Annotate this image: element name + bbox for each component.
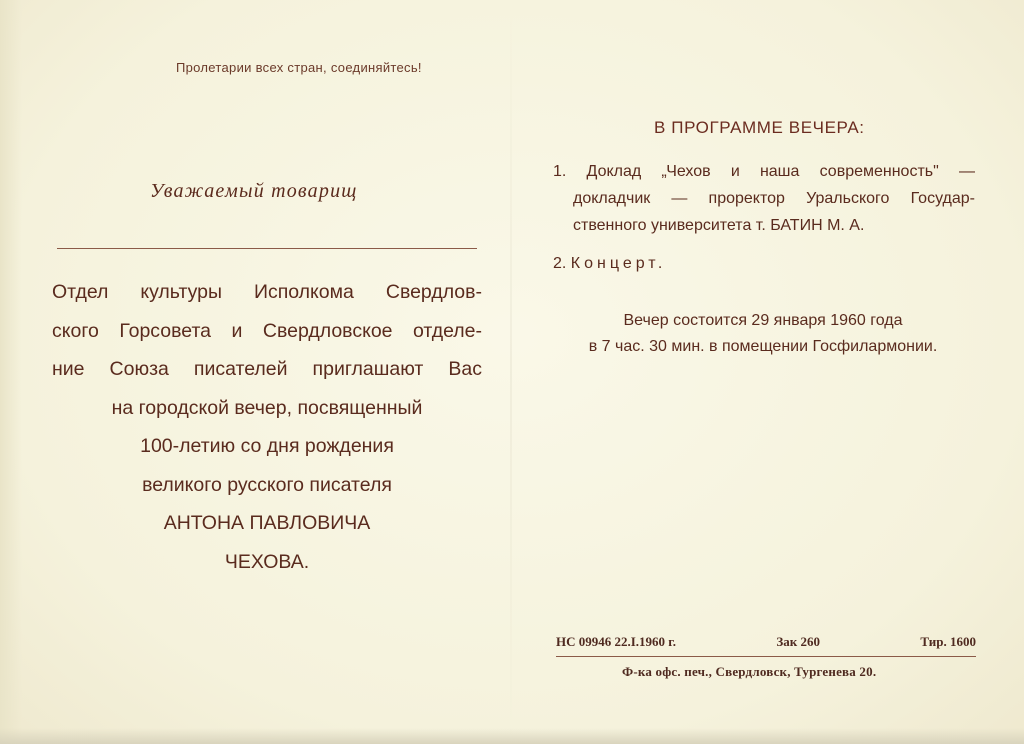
center-fold <box>510 0 512 744</box>
paper-edge-bottom <box>0 728 1024 744</box>
order-number: Зак 260 <box>776 634 821 649</box>
program-item-2-line <box>553 250 975 277</box>
slogan: Пролетарии всех стран, соединяйтесь! <box>176 60 422 75</box>
order-code: НС 09946 22.I.1960 г. <box>556 634 676 649</box>
program-item-1-line: докладчик — проректор Уральского Государ- <box>573 190 975 207</box>
printer-line: Ф-ка офс. печ., Свердловск, Тургенева 20. <box>622 664 877 679</box>
invitation-line: ского Горсовета и Свердловское отделе- <box>52 319 482 342</box>
program-item-number: 2. <box>553 255 567 272</box>
invitation-line: Отдел культуры Исполкома Свердлов- <box>52 281 482 303</box>
event-date-line: Вечер состоится 29 января 1960 года <box>623 312 903 329</box>
program-list <box>553 158 975 277</box>
invitation-text <box>52 273 482 581</box>
print-run: Тир. 1600 <box>920 634 976 649</box>
program-item-text: Доклад „Чехов и наша современность" — <box>586 163 975 180</box>
program-item-1-line: ственного университета т. БАТИН М. А. <box>573 217 865 234</box>
invitation-line: на городской вечер, посвященный <box>111 396 423 419</box>
imprint-divider <box>556 656 976 657</box>
writer-first-name: АНТОНА ПАВЛОВИЧА <box>163 512 371 534</box>
paper-edge-left <box>0 0 22 744</box>
invitation-line: 100-летию со дня рождения <box>140 435 394 457</box>
program-item-number: 1. <box>553 163 567 180</box>
event-venue-line: в 7 час. 30 мин. в помещении Госфилармонии. <box>588 338 938 355</box>
event-details <box>557 308 969 360</box>
program-item-1-line <box>553 158 975 185</box>
greeting: Уважаемый товарищ <box>150 180 358 202</box>
invitation-line: ние Союза писателей приглашают Вас <box>52 358 482 380</box>
invitation-line: великого русского писателя <box>142 473 392 496</box>
writer-last-name: ЧЕХОВА. <box>224 550 310 573</box>
program-title: В ПРОГРАММЕ ВЕЧЕРА: <box>654 118 865 137</box>
name-fill-line <box>57 248 477 249</box>
program-item-text: Концерт. <box>570 255 667 272</box>
print-imprint <box>556 634 976 650</box>
